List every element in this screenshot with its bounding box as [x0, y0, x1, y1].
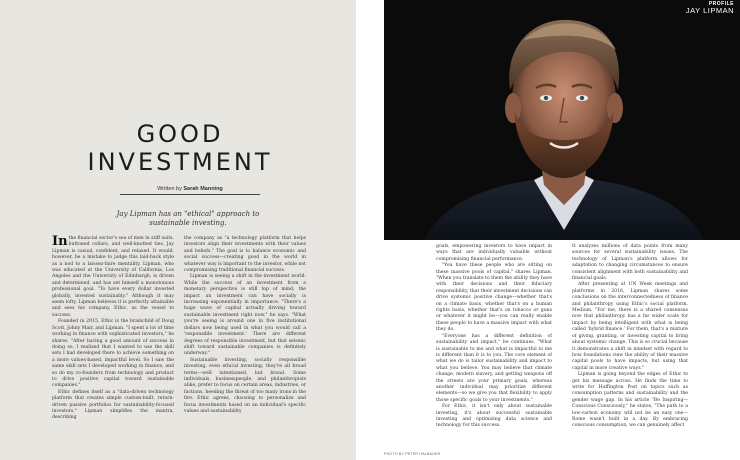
body-column-4 — [572, 244, 688, 430]
body-column-1 — [52, 236, 174, 422]
body-column-3 — [436, 244, 552, 430]
paragraph: Lipman is seeing a shift in the investment world. While the success of an investment from a monetary perspective is still top of mind, the impact an investment can have socially is increasing exponentially in importance. "There's a huge wave of capital actually driving toward sustainable investment right now," he says. "What you're seeing is around one in five institutional dollars now being used in what you would call a 'responsible investment.' There are different degrees of responsible investment, but that seismic shift toward sustainable companies is definitely underway." — [184, 274, 306, 357]
paragraph: For Ethic, it isn't only about sustainable investing, it's about successful sustainable investing and optimizing data science and technology for this success. — [436, 404, 552, 429]
paragraph — [52, 236, 174, 319]
paragraph: It analyzes millions of data points from many sources for several sustainability issues. The technology of Lipman's platform allows for adaptation to changing circumstances to ensure consistent alignment with both sustainability and financial goals. — [572, 244, 688, 282]
byline-prefix: Written by — [157, 186, 184, 192]
paragraph: Sustainable investing, socially responsible investing, even ethical investing; they're all broad terms—well intentioned, but broad. Some individuals, businesspeople, and philanthropists alike, prefer to focus on certain areas, industries, or factions, heeding the threat of too many irons in the fire. Ethic agrees, choosing to personalize and focus investments based on an individual's specific values and sustainability — [184, 357, 306, 414]
paragraph: Founded in 2015, Ethic is the brainchild of Doug Scott, Johny Mair, and Lipman. "I spent a lot of time working in finance with sophisticated investors," he shares. "After having a good amount of success in doing so, I realized that I wanted to use the skill sets I had developed there to achieve something on a more values-based, impactful level. So I saw the same skill sets I developed working in finance, and so do my co-founders from technology and product to drive positive capital toward sustainable companies." — [52, 319, 174, 389]
byline-author: Sarah Manning — [183, 186, 223, 192]
paragraph: "Everyone has a different definition of sustainability and impact," he continues. "What is sustainable to me and what is impactful to me is different than it is to you. The core element of what we do is tailor sustainability and impact to what you believe. You may believe that climate change, modern slavery, and getting weapons off the streets are your primary goals, whereas another individual may prioritize different elements—so we give you that flexibility to apply those specific goals to your investments." — [436, 333, 552, 403]
page-gutter — [356, 0, 384, 460]
title-line-2: INVESTMENT — [87, 148, 273, 176]
profile-kicker: PROFILE — [708, 1, 734, 7]
paragraph: "You have these people who are sitting on these massive pools of capital," shares Lipman. "When you translate to them the ability they have with their decisions and their fiduciary responsibility, that their investment decisions can drive systemic positive change—whether that's on a climate basis, whether that's on a human rights basis, whether that's on tobacco or guns or whatever it might be—you can really enable these people to have a massive impact with what they do. — [436, 263, 553, 333]
paragraph: Ethic defines itself as a "data-driven technology platform that creates simple custom-built, return-driven passive portfolios for sustainability-focused investors." Lipman simplifies the mantra, describing — [52, 389, 174, 421]
article-title — [60, 120, 300, 176]
byline — [120, 186, 260, 192]
profile-tag — [686, 1, 734, 15]
profile-name: JAY LIPMAN — [685, 6, 734, 15]
paragraph: Lipman is going beyond the edges of Ethic to get his message across. He finds the time to write for Huffington Post on topics such as consumption patterns and sustainability and the gender wage gap. In his article "Be Inspiring—Conscious Consciously," he states, "The path to a low-carbon economy will not be an easy one—Rome wasn't built in a day. By embracing conscious consumption, we can genuinely affect — [572, 372, 688, 429]
portrait-illustration — [384, 0, 740, 240]
paragraph: After presenting at UN Week meetings and platforms in 2016, Lipman shares some conclusions on the interconnectedness of finance and philanthropy using Ethic's social platform, Medium. "For me, there is a shared consensus now that philanthropy has a far wider scale for impact by being intelligent with what is being called 'hybrid finance.' For them, that's a mixture of giving, granting, or investing capital to bring about systemic change. This is so crucial because it demonstrates a shift in mindset with regard to how foundations view the ability of their massive capital pools to have impacts, but using that capital in more creative ways." — [572, 282, 688, 371]
right-page — [384, 0, 740, 460]
paragraph: goals, empowering investors to have impact in ways that are individually valuable without compromising financial performance. — [436, 244, 552, 262]
paragraph: the company as "a technology platform that helps investors align their investments with their values and beliefs." The goal is to balance economic and social success—creating good in the world in whatever way is important to the investor, while not compromising traditional financial success. — [184, 236, 306, 274]
paragraph-text: the financial sector's sea of men in stiff suits, buttoned collars, and well-knotted ties, Jay Lipman is casual, confident, and relaxed. It would, however, be a mistake to judge this laid-back style as a nod to a laissez-faire mentality. Lipman, who was educated at the University of California, Los Angeles and the University of Edinburgh, is driven and determined, and has set himself a monotonous professional goal. "To have every dollar invested globally, invested sustainably." Although it may seem lofty, Lipman believes it is perfectly attainable and sees his company, Ethic, as the vessel to success. — [52, 236, 174, 318]
left-page — [0, 0, 356, 460]
dropcap: In — [52, 234, 68, 249]
article-deck: Jay Lipman has an "ethical" approach to sustainable investing. — [116, 210, 260, 227]
body-column-2 — [184, 236, 306, 415]
photo-credit: PHOTO BY PETER HALBAUER — [384, 452, 441, 456]
byline-rule — [120, 194, 260, 195]
title-line-1: GOOD — [136, 120, 224, 148]
portrait-photo — [384, 0, 740, 240]
